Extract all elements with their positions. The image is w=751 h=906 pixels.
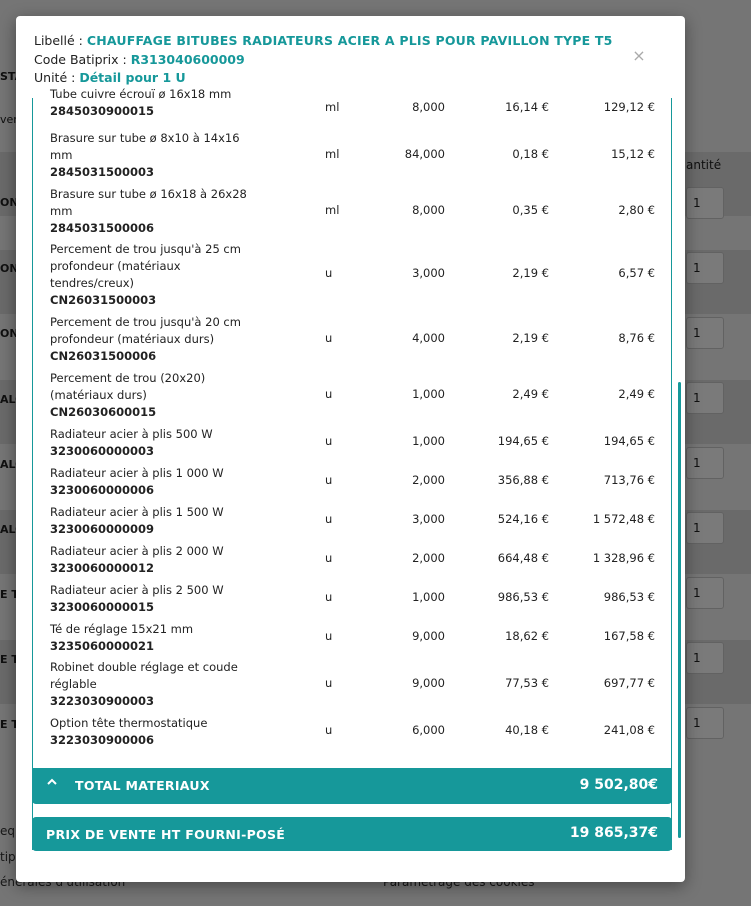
row-total: 15,12 €: [611, 147, 655, 161]
row-label: Percement de trou jusqu'à 25 cm profondeur (matériaux tendres/creux): [50, 242, 241, 290]
row-code: 3230060000012: [50, 561, 155, 575]
row-label: Radiateur acier à plis 2 000 W: [50, 544, 224, 558]
row-code: 2845031500006: [50, 221, 155, 235]
unite-label: Unité :: [34, 70, 76, 85]
row-total: 1 572,48 €: [592, 512, 655, 526]
modal-header: [34, 32, 634, 88]
row-description: [50, 621, 250, 655]
row-total: 2,80 €: [618, 203, 655, 217]
row-unit-price: 18,62 €: [505, 629, 549, 643]
row-quantity: 1,000: [412, 590, 445, 604]
row-unit-price: 524,16 €: [497, 512, 549, 526]
row-description: [50, 659, 250, 710]
row-quantity: 1,000: [412, 387, 445, 401]
row-code: CN26031500006: [50, 349, 157, 363]
row-unit-price: 986,53 €: [497, 590, 549, 604]
row-total: 986,53 €: [603, 590, 655, 604]
detail-modal: [16, 16, 685, 882]
row-unit: u: [325, 387, 333, 401]
row-label: Radiateur acier à plis 1 500 W: [50, 505, 224, 519]
libelle-line: [34, 32, 634, 51]
row-total: 713,76 €: [603, 473, 655, 487]
row-quantity: 9,000: [412, 676, 445, 690]
row-unit: u: [325, 590, 333, 604]
row-total: 167,58 €: [603, 629, 655, 643]
row-quantity: 4,000: [412, 331, 445, 345]
row-description: [50, 426, 250, 460]
scrollbar-thumb[interactable]: [678, 382, 681, 838]
row-label: Percement de trou jusqu'à 20 cm profondeur (matériaux durs): [50, 315, 241, 346]
row-quantity: 2,000: [412, 473, 445, 487]
row-unit-price: 664,48 €: [497, 551, 549, 565]
row-total: 241,08 €: [603, 723, 655, 737]
total-materiaux-amount: 9 502,80€: [579, 777, 658, 793]
row-unit: ml: [325, 100, 340, 114]
code-line: [34, 51, 634, 70]
row-label: Percement de trou (20x20) (matériaux durs): [50, 371, 206, 402]
unite-value: Détail pour 1 U: [79, 70, 186, 85]
row-total: 1 328,96 €: [592, 551, 655, 565]
row-unit-price: 2,49 €: [512, 387, 549, 401]
row-label: Brasure sur tube ø 16x18 à 26x28 mm: [50, 187, 247, 218]
row-unit-price: 77,53 €: [505, 676, 549, 690]
row-code: 3230060000015: [50, 600, 155, 614]
row-unit-price: 194,65 €: [497, 434, 549, 448]
row-code: CN26030600015: [50, 405, 157, 419]
row-quantity: 3,000: [412, 266, 445, 280]
row-quantity: 8,000: [412, 100, 445, 114]
row-code: 3230060000009: [50, 522, 155, 536]
close-icon[interactable]: ×: [632, 46, 646, 65]
row-unit: u: [325, 473, 333, 487]
row-total: 697,77 €: [603, 676, 655, 690]
row-total: 8,76 €: [618, 331, 655, 345]
row-total: 2,49 €: [618, 387, 655, 401]
row-description: [50, 130, 250, 181]
row-total: 6,57 €: [618, 266, 655, 280]
row-unit-price: 356,88 €: [497, 473, 549, 487]
row-unit-price: 2,19 €: [512, 266, 549, 280]
row-code: 2845030900015: [50, 104, 155, 118]
row-total: 194,65 €: [603, 434, 655, 448]
row-quantity: 1,000: [412, 434, 445, 448]
row-unit-price: 0,35 €: [512, 203, 549, 217]
row-quantity: 84,000: [404, 147, 445, 161]
row-label: Radiateur acier à plis 2 500 W: [50, 583, 224, 597]
row-code: 3223030900006: [50, 733, 155, 747]
libelle-value: CHAUFFAGE BITUBES RADIATEURS ACIER A PLIS POUR PAVILLON TYPE T5: [86, 33, 613, 48]
row-unit: u: [325, 266, 333, 280]
chevron-up-icon[interactable]: [46, 776, 60, 792]
row-description: [50, 465, 250, 499]
row-description: [50, 582, 250, 616]
row-unit: u: [325, 551, 333, 565]
row-description: [50, 370, 250, 421]
total-materiaux-bar[interactable]: [32, 768, 672, 804]
row-code: 3223030900003: [50, 694, 155, 708]
row-unit: u: [325, 723, 333, 737]
row-quantity: 2,000: [412, 551, 445, 565]
row-total: 129,12 €: [603, 100, 655, 114]
unite-line: [34, 69, 634, 88]
row-code: 3230060000006: [50, 483, 155, 497]
row-label: Brasure sur tube ø 8x10 à 14x16 mm: [50, 131, 240, 162]
row-unit: ml: [325, 203, 340, 217]
row-label: Option tête thermostatique: [50, 716, 208, 730]
prix-vente-amount: 19 865,37€: [569, 825, 658, 841]
row-description: [50, 241, 250, 309]
row-code: 3235060000021: [50, 639, 155, 653]
row-unit: u: [325, 676, 333, 690]
row-unit: u: [325, 434, 333, 448]
row-label: Té de réglage 15x21 mm: [50, 622, 194, 636]
row-unit-price: 0,18 €: [512, 147, 549, 161]
row-description: [50, 86, 250, 120]
row-code: CN26031500003: [50, 293, 157, 307]
row-unit-price: 16,14 €: [505, 100, 549, 114]
total-materiaux-label: TOTAL MATERIAUX: [75, 778, 210, 793]
prix-vente-label: PRIX DE VENTE HT FOURNI-POSÉ: [46, 827, 286, 842]
row-unit: u: [325, 629, 333, 643]
materials-table: [32, 87, 672, 850]
row-quantity: 6,000: [412, 723, 445, 737]
row-description: [50, 543, 250, 577]
row-label: Radiateur acier à plis 500 W: [50, 427, 213, 441]
row-unit: u: [325, 512, 333, 526]
row-quantity: 3,000: [412, 512, 445, 526]
code-value: R313040600009: [130, 51, 245, 67]
prix-vente-bar: [32, 817, 672, 851]
row-quantity: 9,000: [412, 629, 445, 643]
row-label: Radiateur acier à plis 1 000 W: [50, 466, 224, 480]
row-unit: u: [325, 331, 333, 345]
code-label: Code Batiprix :: [34, 51, 127, 67]
row-unit: ml: [325, 147, 340, 161]
row-unit-price: 2,19 €: [512, 331, 549, 345]
row-unit-price: 40,18 €: [505, 723, 549, 737]
row-description: [50, 715, 250, 749]
libelle-label: Libellé :: [34, 33, 83, 48]
row-quantity: 8,000: [412, 203, 445, 217]
row-description: [50, 314, 250, 365]
row-label: Tube cuivre écrouï ø 16x18 mm: [50, 87, 232, 101]
row-code: 2845031500003: [50, 165, 155, 179]
row-code: 3230060000003: [50, 444, 155, 458]
materials-scroll-area[interactable]: [32, 87, 672, 848]
row-label: Robinet double réglage et coude réglable: [50, 660, 238, 691]
row-description: [50, 504, 250, 538]
row-description: [50, 186, 250, 237]
